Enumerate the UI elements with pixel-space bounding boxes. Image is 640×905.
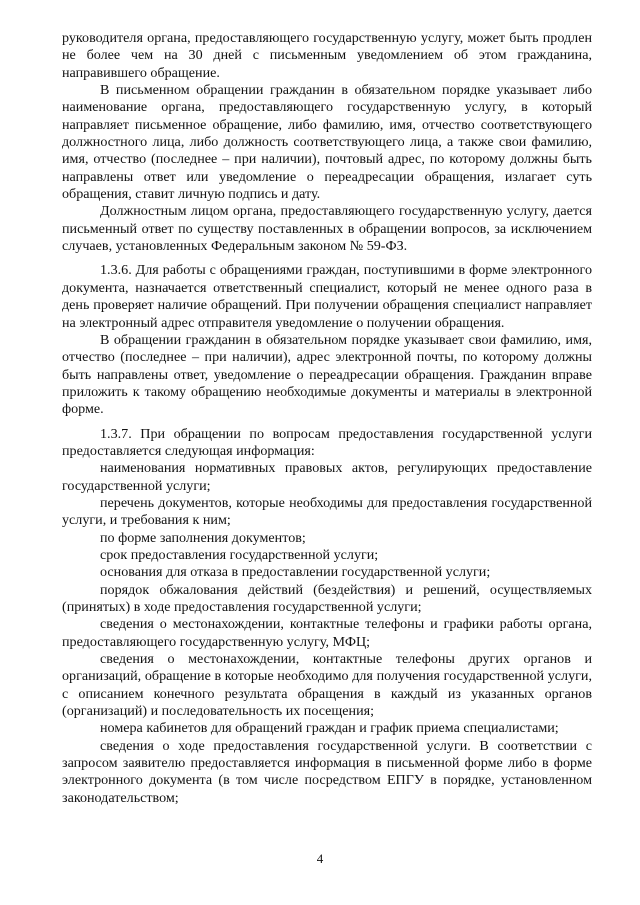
list-item: номера кабинетов для обращений граждан и график приема специалистами; [100,720,559,737]
list-item: сведения о местонахождении, контактные телефоны и графики работы органа, предоставляющего государственную услугу, МФЦ; [62,616,592,650]
paragraph-electronic-appeal: В обращении гражданин в обязательном порядке указывает свои фамилию, имя, отчество (последнее – при наличии), адрес электронной почты, по которому должны быть направлены ответ, уведомление о переадресации обращения. Гражданин вправе приложить к такому обращению необходимые документы и материалы в электронной форме. [62,331,592,418]
paragraph-written-appeal: В письменном обращении гражданин в обязательном порядке указывает либо наименование органа, предоставляющего государственную услугу, в который направляет письменное обращение, либо фамилию, имя, отчество соответствующего должностного лица, либо должность соответствующего лица, а также свои фамилию, имя, отчество (последнее – при наличии), почтовый адрес, по которому должны быть направлены ответ или уведомление о переадресации обращения, излагает суть обращения, ставит личную подпись и дату. [62,82,592,203]
list-item: основания для отказа в предоставлении государственной услуги; [100,564,491,581]
page-number: 4 [316,851,324,866]
list-item: наименования нормативных правовых актов, регулирующих предоставление государственной услуги; [62,460,592,494]
list-item: срок предоставления государственной услуги; [100,546,379,563]
list-item: сведения о ходе предоставления государственной услуги. В соответствии с запросом заявителю предоставляется информация в письменной форме либо в форме электронного документа (в том числе посредством ЕПГУ в порядке, установленном законодательством; [62,737,592,806]
paragraph-continuation: руководителя органа, предоставляющего государственную услугу, может быть продлен не более чем на 30 дней с письменным уведомлением об этом гражданина, направившего обращение. [62,30,592,81]
document-page [62,30,592,807]
list-item: перечень документов, которые необходимы для предоставления государственной услуги, и требования к ним; [62,494,592,529]
list-item: порядок обжалования действий (бездействия) и решений, осуществляемых (принятых) в ходе предоставления государственной услуги; [62,581,592,615]
list-item: по форме заполнения документов; [100,529,306,546]
paragraph-official-response: Должностным лицом органа, предоставляющего государственную услугу, дается письменный ответ по существу поставленных в обращении вопросов, за исключением случаев, установленных Федеральным законом № 59-ФЗ. [62,203,592,255]
list-item: сведения о местонахождении, контактные телефоны других органов и организаций, обращение в которые необходимо для получения государственной услуги, с описанием конечного результата обращения в каждый из указанных органов (организаций) и последовательность их посещения; [62,651,592,720]
paragraph-1-3-7: 1.3.7. При обращении по вопросам предоставления государственной услуги предоставляется следующая информация: [62,425,592,459]
paragraph-1-3-6: 1.3.6. Для работы с обращениями граждан, поступившими в форме электронного документа, назначается ответственный специалист, который не менее одного раза в день проверяет наличие обращений. При получении обращения специалист направляет на электронный адрес отправителя уведомление о получении обращения. [62,262,592,331]
